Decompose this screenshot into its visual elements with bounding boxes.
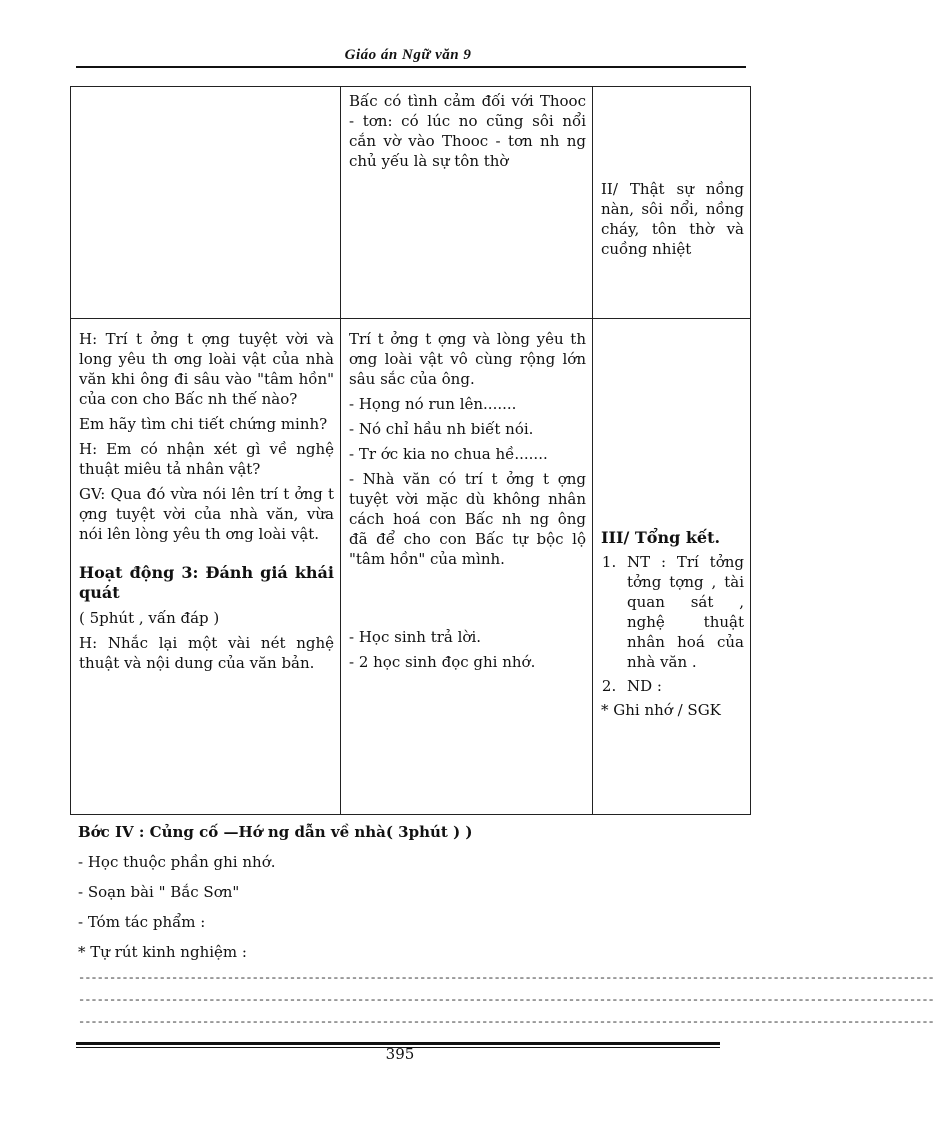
summary-item-nd-text: 2. ND : [627,677,662,695]
page-number: 395 [385,1045,415,1063]
row1-content-cell [593,87,751,319]
question-nhắc-lại: H: Nhắc lại một vài nét nghệ thuật và nội dung của văn bản. [79,634,334,672]
homework-section [78,822,738,972]
dashed-line-3: ------------------------------------------------------------------------------------------------------------------------------------------ [78,1015,934,1029]
activity-3-title: Hoạt động 3: Đánh giá khái quát [79,563,334,602]
summary-title: III/ Tổng kết. [601,528,721,547]
dashed-line-1: ------------------------------------------------------------------------------------------------------------------------------------------ [78,971,934,985]
homework-line-1: - Học thuộc phần ghi nhớ. [78,853,276,871]
header-rule [76,66,746,68]
lesson-table [70,86,751,815]
homework-line-3: - Tóm tác phẩm : [78,913,206,931]
answer-detail-3: - Tr ớc kia no chua hề....... [349,445,548,463]
question-trí-tưởng-tượng: H: Trí t ởng t ợng tuyệt vời và long yêu th ơng loài vật của nhà văn khi ông đi sâu vào "tâm hồn" của con cho Bấc nh thế nào? [79,330,334,408]
row1-col2-text: Bấc có tình cảm đối với Thooc - tơn: có lúc no cũng sôi nổi cắn vờ vào Thooc - tơn nh ng chủ yếu là sự tôn thờ [349,92,586,170]
row1-student-cell [341,87,593,319]
question-tìm-chi-tiết: Em hãy tìm chi tiết chứng minh? [79,415,328,433]
row2-teacher-cell [71,319,341,815]
answer-detail-1: - Họng nó run lên....... [349,395,517,413]
table-row [71,319,751,815]
row2-student-cell [341,319,593,815]
summary-item-nd [621,676,744,696]
answer-đọc-ghi-nhớ: - 2 học sinh đọc ghi nhớ. [349,653,536,671]
homework-line-2: - Soạn bài " Bắc Sơn" [78,883,240,901]
question-nghệ-thuật: H: Em có nhận xét gì về nghệ thuật miêu tả nhân vật? [79,440,334,478]
answer-trí-tưởng-tượng: Trí t ởng t ợng và lòng yêu th ơng loài vật vô cùng rộng lớn sâu sắc của ông. [349,330,586,388]
summary-item-nt [621,552,744,672]
answer-detail-4: - Nhà văn có trí t ởng t ợng tuyệt vời mặc dù không nhân cách hoá con Bấc nh ng ông đã để cho con Bấc tự bộc lộ "tâm hồn" của mình. [349,470,586,568]
answer-học-sinh-trả-lời: - Học sinh trả lời. [349,628,482,646]
summary-note: * Ghi nhớ / SGK [601,701,721,719]
answer-detail-2: - Nó chỉ hầu nh biết nói. [349,420,534,438]
step-iv-title: Bớc IV : Củng cố —Hớ ng dẫn về nhà( 3phút ) ) [78,823,473,841]
summary-list [601,552,744,696]
page-header-title: Giáo án Ngữ văn 9 [344,47,472,63]
activity-3-note: ( 5phút , vấn đáp ) [79,609,220,627]
dashed-line-2: ------------------------------------------------------------------------------------------------------------------------------------------ [78,993,934,1007]
table-row [71,87,751,319]
homework-line-4: * Tự rút kinh nghiệm : [78,943,247,961]
row2-content-cell [593,319,751,815]
teacher-comment: GV: Qua đó vừa nói lên trí t ởng t ợng tuyệt vời của nhà văn, vừa nói lên lòng yêu th ơng loài vật. [79,485,334,543]
row1-col3-text: II/ Thật sự nồng nàn, sôi nổi, nồng cháy, tôn thờ và cuồng nhiệt [601,180,744,258]
summary-item-nt-text: 1. NT : Trí tởng tởng tợng , tài quan sát , nghệ thuật nhân hoá của nhà văn . [627,553,744,671]
row1-teacher-cell [71,87,341,319]
